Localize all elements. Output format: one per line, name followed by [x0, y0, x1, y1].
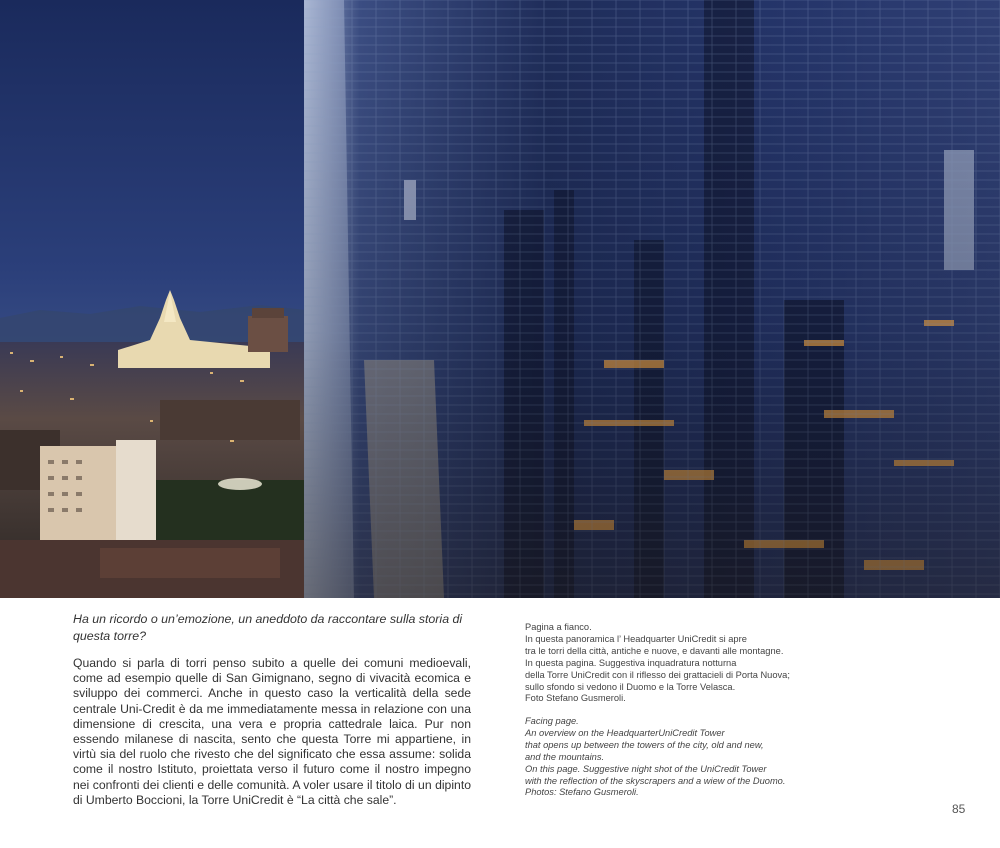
caption-line: In questa panoramica l’ Headquarter UniCredit si apre — [525, 633, 747, 644]
caption-line: Foto Stefano Gusmeroli. — [525, 693, 626, 704]
caption-italian — [525, 622, 855, 705]
caption-english — [525, 716, 855, 799]
interview-question: Ha un ricordo o un’emozione, un aneddoto da raccontare sulla storia di questa torre? — [73, 612, 463, 643]
caption-line: In questa pagina. Suggestiva inquadratura notturna — [525, 657, 737, 668]
caption-line: An overview on the HeadquarterUniCredit Tower — [525, 727, 725, 738]
caption-line: that opens up between the towers of the city, old and new, — [525, 739, 764, 750]
caption-line: Pagina a fianco. — [525, 622, 592, 632]
caption-line: della Torre UniCredit con il riflesso dei grattacieli di Porta Nuova; — [525, 669, 790, 680]
interview-answer: Quando si parla di torri penso subito a quelle dei comuni medioevali, come ad esempio quelle di San Gimignano, segno di vivacità ecomica e sviluppo dei commerci. Anche in questo caso la verticalità della sede centrale Uni-Credit è da me immediatamente messa in relazione con una dimensione di crescita, una vera e propria cattedrale laica. Pur non essendo milanese di nascita, sento che questa Torre mi appartiene, in virtù sia del ruolo che rivesto che del significato che essa assume: solida come il nostro Istituto, proiettata verso il futuro come il nostro impegno nei confronti dei clienti e delle comunità. A voler usare il titolo di un dipinto di Umberto Boccioni, la Torre UniCredit è “La città che sale”. — [73, 656, 471, 807]
caption-line: tra le torri della città, antiche e nuove, e davanti alle montagne. — [525, 645, 784, 656]
unicredit-tower-image — [304, 0, 1000, 598]
milan-skyline-image — [0, 0, 306, 598]
caption-line: with the reflection of the skyscrapers and a wiew of the Duomo. — [525, 775, 786, 786]
caption-line: On this page. Suggestive night shot of the UniCredit Tower — [525, 763, 767, 774]
caption-line: and the mountains. — [525, 751, 605, 762]
caption-line: sullo sfondo si vedono il Duomo e la Torre Velasca. — [525, 681, 736, 692]
page-number: 85 — [952, 802, 966, 816]
caption-line: Facing page. — [525, 716, 579, 726]
caption-line: Photos: Stefano Gusmeroli. — [525, 787, 639, 798]
